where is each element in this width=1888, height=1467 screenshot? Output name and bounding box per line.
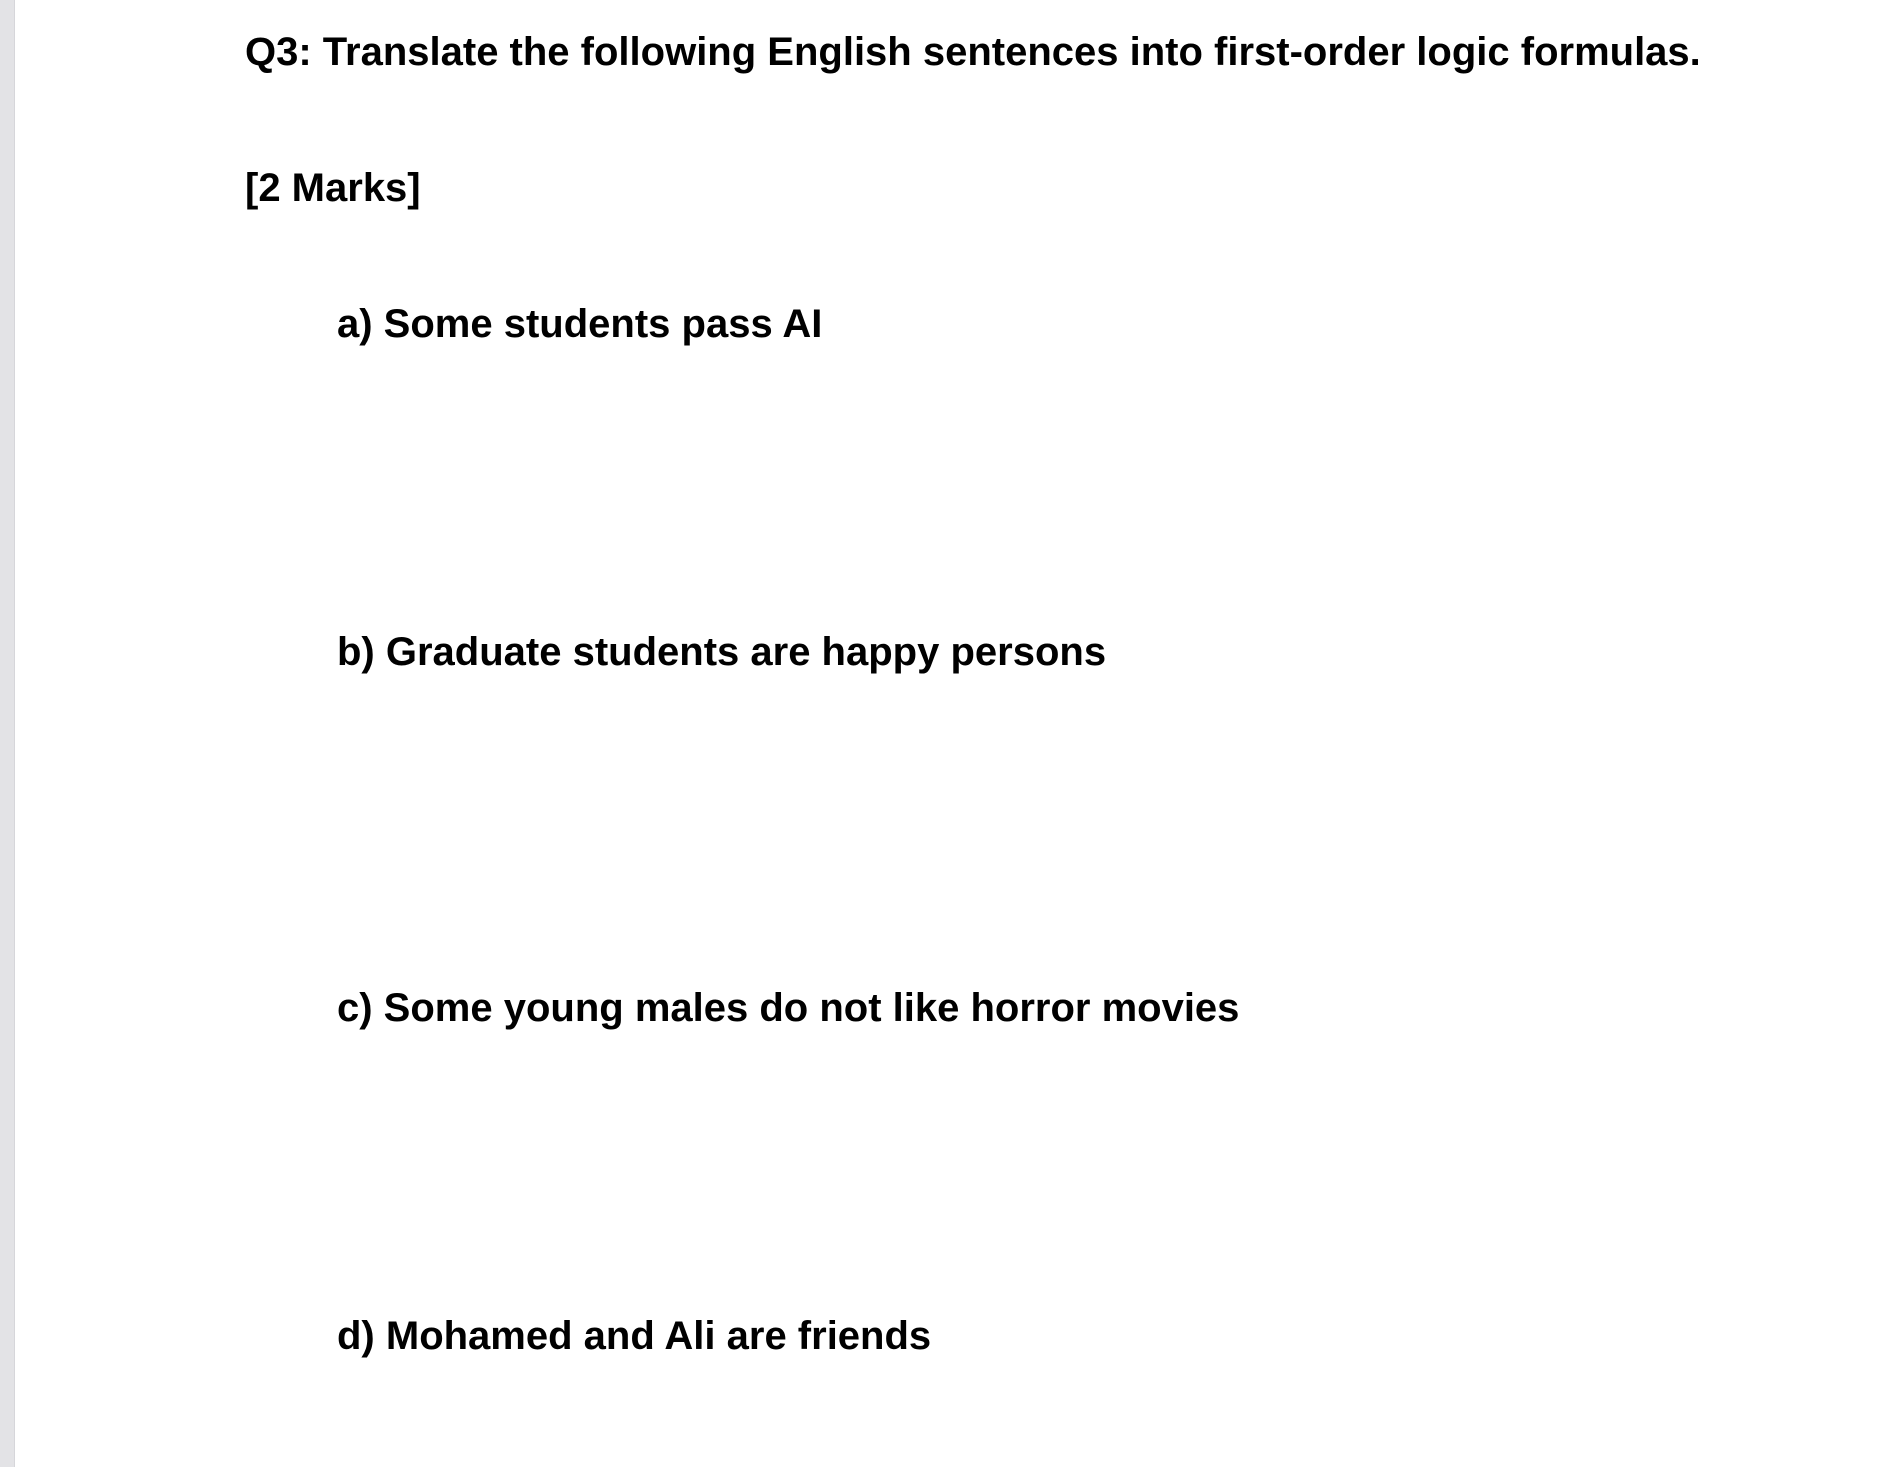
question-part-a: a) Some students pass AI — [337, 302, 823, 346]
viewer-left-edge — [0, 0, 15, 1467]
question-part-c: c) Some young males do not like horror movies — [337, 986, 1240, 1030]
question-part-b: b) Graduate students are happy persons — [337, 630, 1107, 674]
question-marks: [2 Marks] — [245, 166, 421, 210]
question-title: Q3: Translate the following English sentences into first-order logic formulas. — [245, 30, 1701, 74]
document-page — [15, 0, 1888, 1467]
question-part-d: d) Mohamed and Ali are friends — [337, 1314, 932, 1358]
